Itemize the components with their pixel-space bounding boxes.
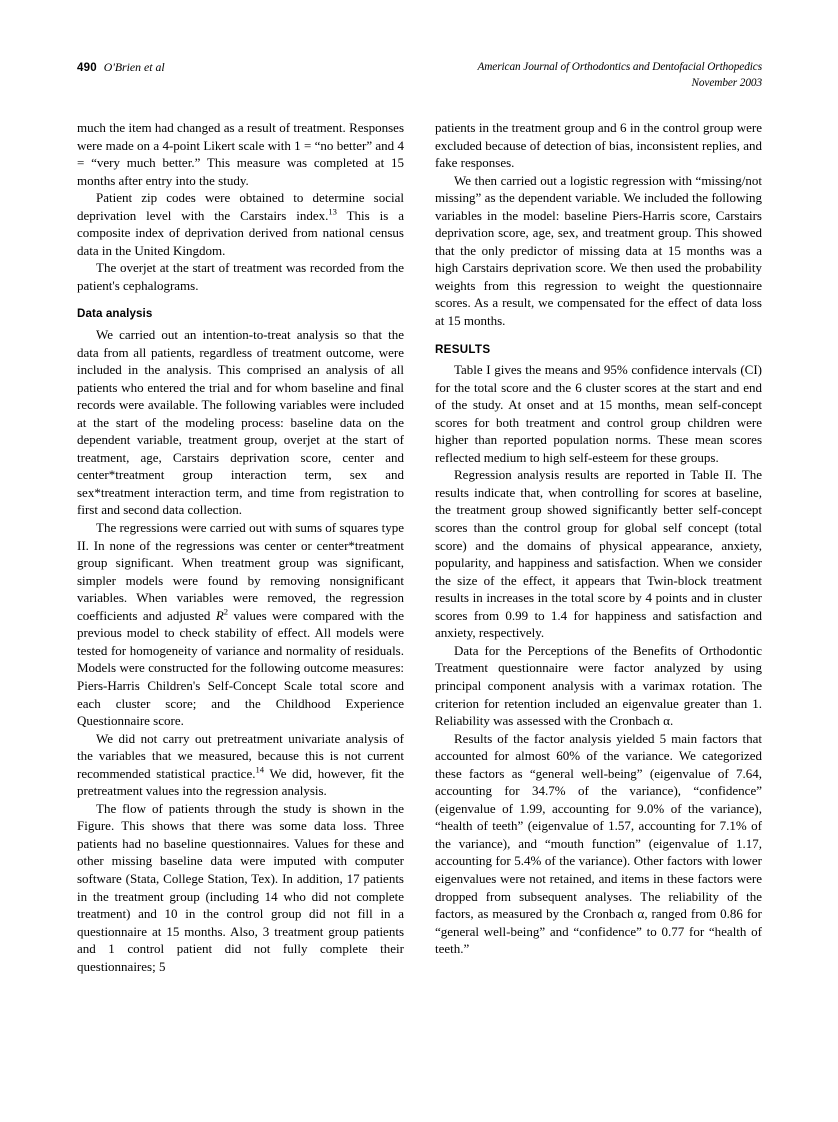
running-head (77, 60, 762, 100)
paragraph-text: values were compared with the previous model to check stability of effect. All models were tested for homogeneity of variance and normality of residuals. Models were constructed for the following outcome measures: Piers-Harris Children's Self-Concept Scale total score and each cluster score; and the Childhood Experience Questionnaire score. (77, 607, 404, 729)
paragraph: Results of the factor analysis yielded 5 main factors that accounted for almost 60% of the variance. We categorized these factors as “general well-being” (eigenvalue of 7.64, accounting for 34.7% of the variance), “confidence” (eigenvalue of 1.99, accounting for 9.0% of the variance), “health of teeth” (eigenvalue of 1.57, accounting for 7.1% of the variance), and “mouth function” (eigenvalue of 1.17, accounting for 5.4% of the variance). Other factors with lower eigenvalues were not retained, and items in these factors were dropped from subsequent analyses. The reliability of the factors, as measured by the Cronbach α, ranged from 0.86 for “general well-being” and “confidence” to 0.77 for “health of teeth.” (435, 730, 762, 957)
running-head-left (77, 60, 165, 75)
paragraph-text: We did, however, fit the pretreatment values into the regression analysis. (77, 765, 404, 799)
paragraph: Table I gives the means and 95% confidence intervals (CI) for the total score and the 6 cluster scores at the start and end of the study. At onset and at 15 months, mean self-concept scores for both treatment and control group children were higher than reported population norms. These mean scores reflected medium to high self-esteem for these groups. (435, 362, 762, 465)
paragraph: much the item had changed as a result of treatment. Responses were made on a 4-point Likert scale with 1 = “no better” and 4 = “very much better.” This measure was completed at 15 months after entry into the study. (77, 120, 404, 188)
paragraph-text: We did not carry out pretreatment univariate analysis of the variables that we measured, because this is not current recommended statistical practice. (77, 730, 404, 781)
left-column (77, 119, 404, 1079)
right-column (435, 119, 762, 1079)
paragraph-text: The regressions were carried out with sums of squares type II. In none of the regressions was center or center*treatment group significant. When treatment group was significant, simpler models were found by removing nonsignificant variables. When variables were removed, the regression coefficients and adjusted (77, 520, 404, 623)
paragraph: The overjet at the start of treatment was recorded from the patient's cephalograms. (77, 260, 404, 293)
journal-title: American Journal of Orthodontics and Dentofacial Orthopedics (477, 61, 762, 73)
citation-ref: 13 (328, 206, 337, 217)
body-columns (77, 119, 762, 1079)
paragraph-text: Patient zip codes were obtained to determine social deprivation level with the Carstairs index. (77, 190, 404, 223)
paragraph (77, 189, 404, 259)
r-squared-symbol: R (215, 607, 224, 623)
running-head-right (477, 60, 762, 91)
citation-ref: 14 (255, 764, 265, 775)
paragraph: Regression analysis results are reported in Table II. The results indicate that, when controlling for scores at baseline, the treatment group showed significantly better self-concept scores than the control group for global self concept (total score) and the domains of physical appearance, anxiety, popularity, and happiness and satisfaction. When we consider the size of the effect, it appears that Twin-block treatment results in increases in the total score by 4 points and in cluster scores from 0.99 to 1.4 for happiness and satisfaction and anxiety, respectively. (435, 467, 762, 641)
issue-date: November 2003 (691, 76, 762, 89)
r-squared-exponent: 2 (223, 606, 229, 617)
section-heading-results: RESULTS (435, 342, 491, 356)
paragraph: Data for the Perceptions of the Benefits of Orthodontic Treatment questionnaire were factor analyzed by using principal component analysis with a varimax rotation. The criterion for retention included an eigenvalue greater than 1. Reliability was assessed with the Cronbach α. (435, 642, 762, 729)
paragraph: We then carried out a logistic regression with “missing/not missing” as the dependent variable. We included the following variables in the model: baseline Piers-Harris score, Carstairs deprivation score, age, sex, and treatment group. This showed that the only predictor of missing data at 15 months was a high Carstairs deprivation score. We then used the probability weights from this regression to weight the questionnaire scores. As a result, we compensated for the effect of data loss at 15 months. (435, 172, 762, 329)
paragraph-text: This is a composite index of deprivation derived from national census data in the United Kingdom. (77, 207, 404, 258)
section-heading-data-analysis: Data analysis (77, 307, 153, 321)
paragraph (77, 730, 404, 800)
running-head-authors: O'Brien et al (103, 60, 165, 74)
page-number: 490 (77, 62, 97, 74)
paragraph: patients in the treatment group and 6 in the control group were excluded because of detection of bias, inconsistent replies, and fake responses. (435, 120, 762, 171)
paragraph: We carried out an intention-to-treat analysis so that the data from all patients, regardless of treatment outcome, were included in the analysis. This comprised an analysis of all patients who entered the trial and for whom baseline and final records were available. The following variables were included at the start of the modeling process: baseline data on the dependent variable, treatment group, overjet at the start of treatment, age, Carstairs deprivation score, center and center*treatment group interaction term, sex and sex*treatment interaction term, and time from registration to first and second data collection. (77, 327, 404, 518)
paragraph (77, 519, 404, 730)
paragraph: The flow of patients through the study is shown in the Figure. This shows that there was some data loss. Three patients had no baseline questionnaires. Values for these and other missing baseline data were imputed with computer software (Stata, College Station, Tex). In addition, 17 patients in the treatment group (including 14 who did not complete treatment) and 10 in the control group did not fill in a questionnaire at 15 months. Also, 3 treatment group patients and 1 control patient did not fully complete their questionnaires; 5 (77, 800, 404, 974)
